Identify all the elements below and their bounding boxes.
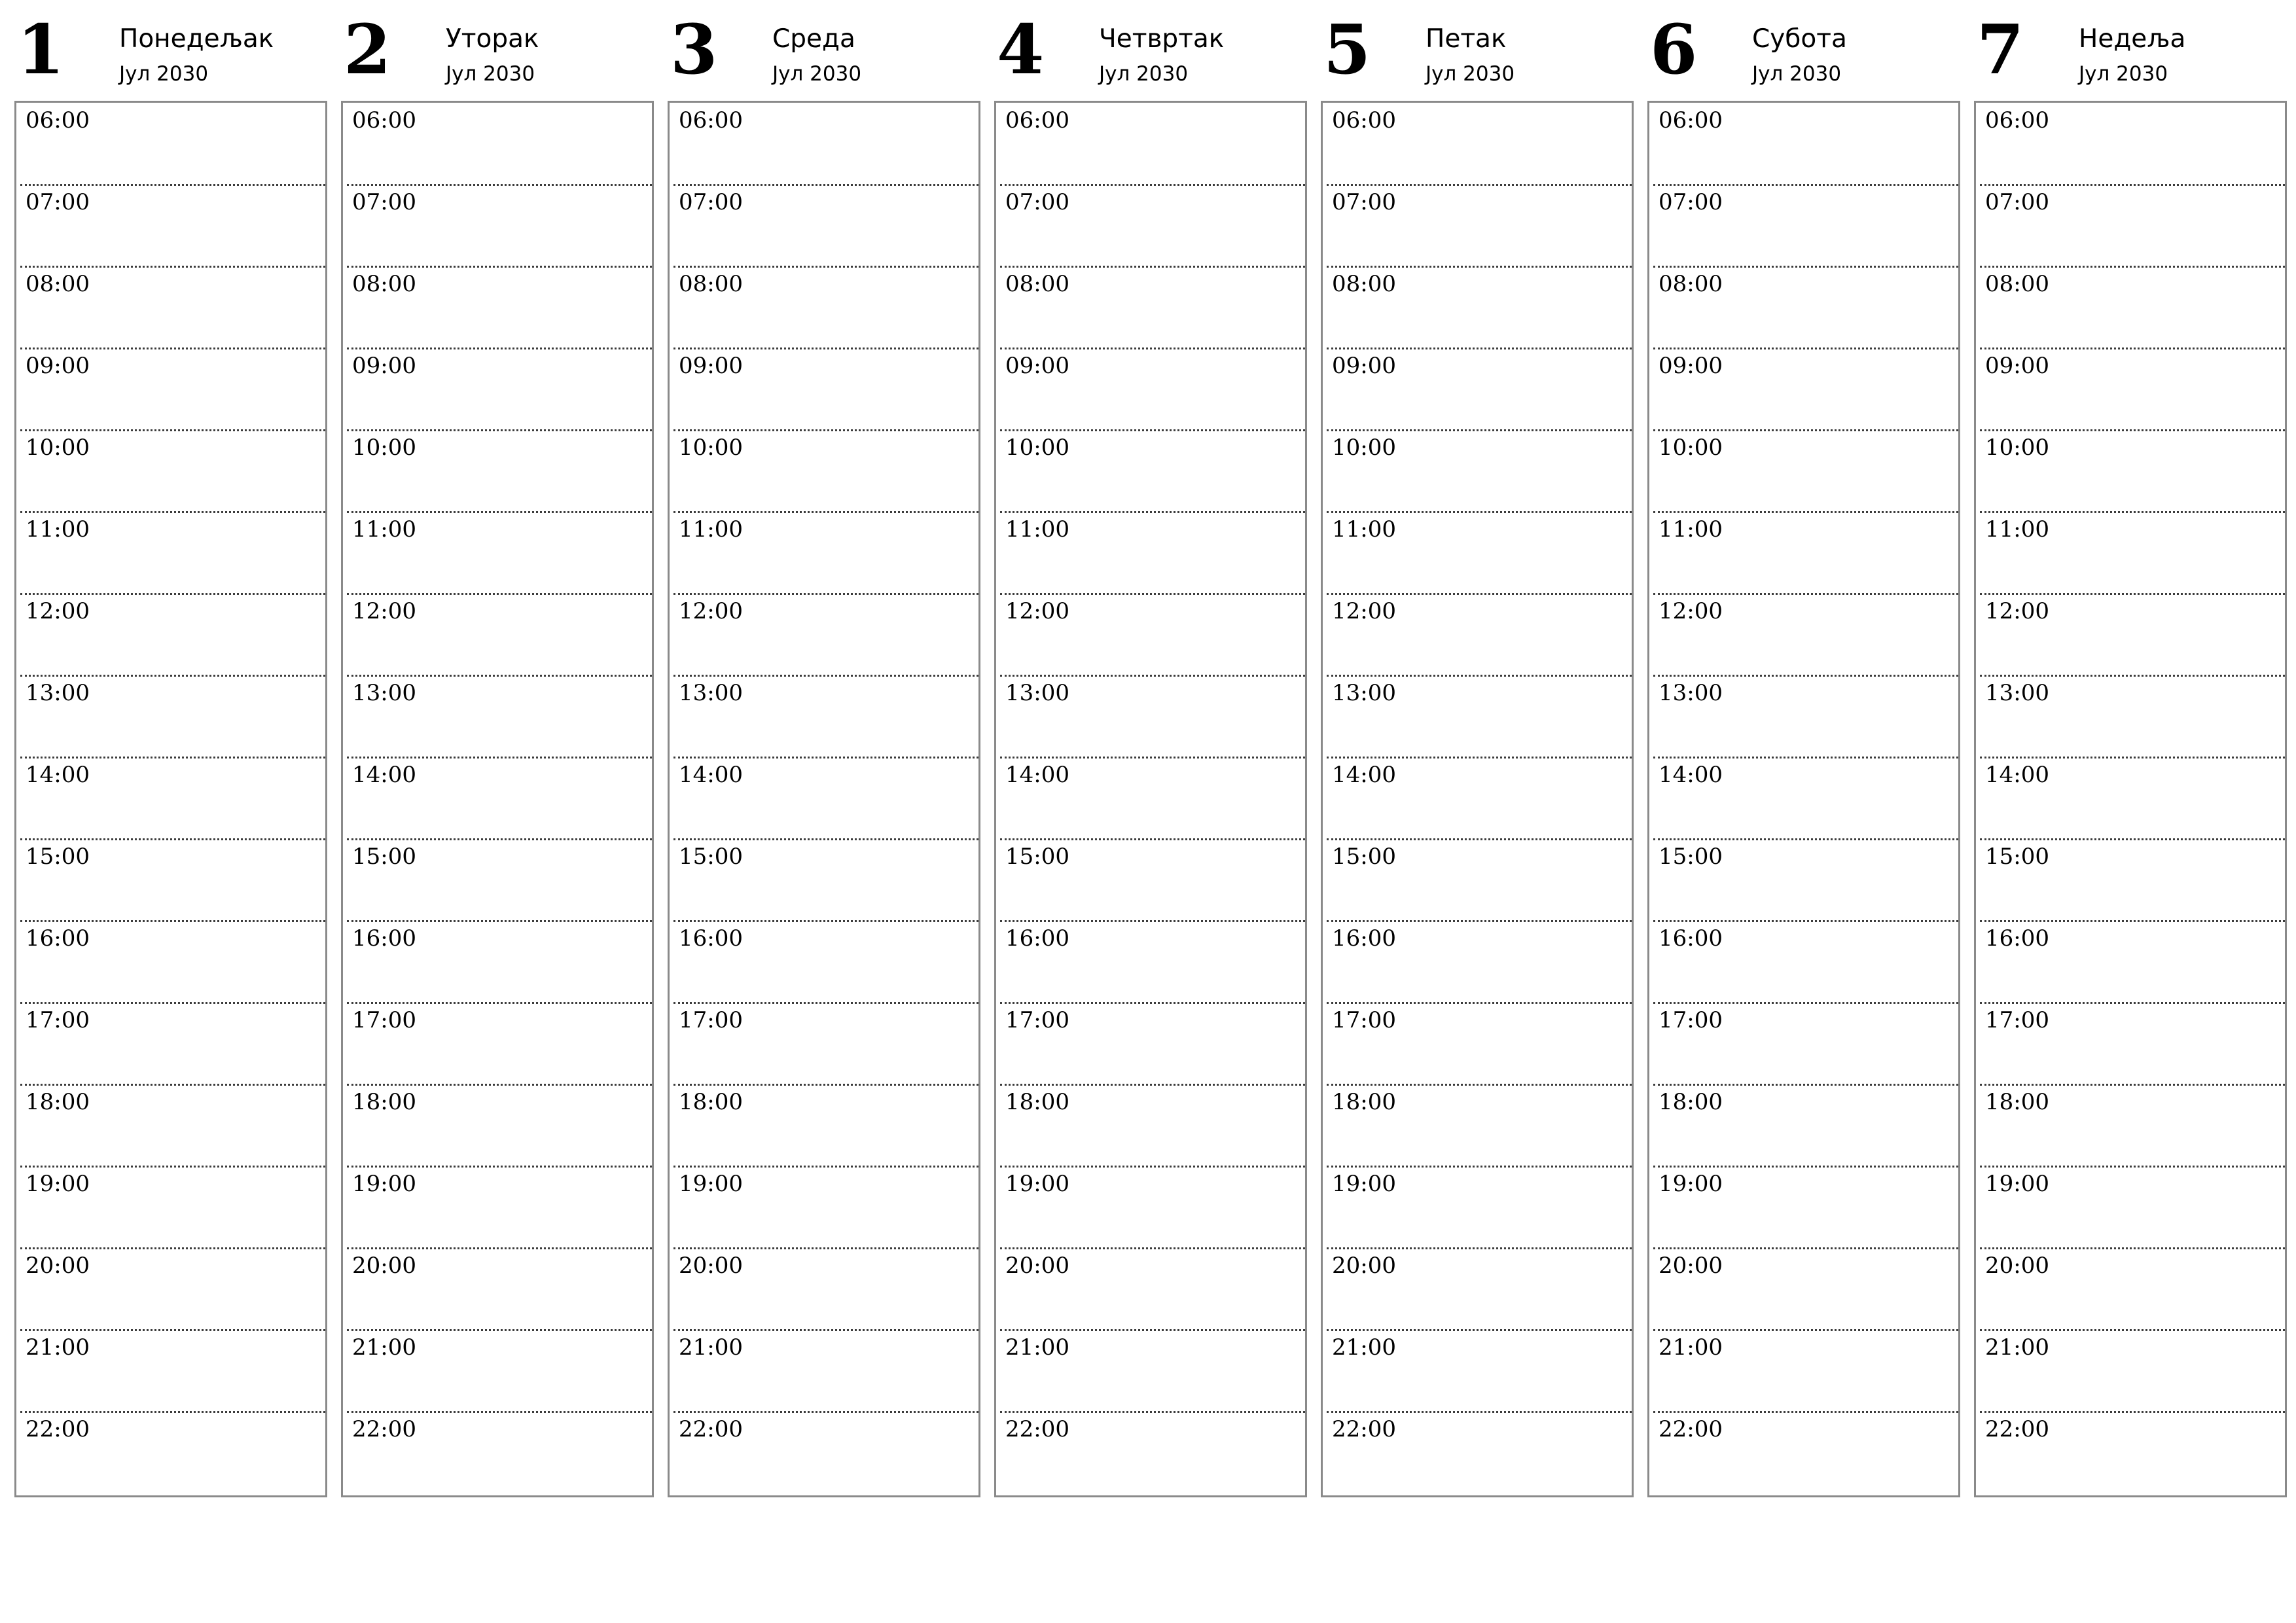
hour-slot[interactable] (347, 513, 652, 595)
hour-slot[interactable] (1327, 513, 1632, 595)
hour-slot[interactable] (20, 840, 325, 922)
day-schedule-box (1974, 101, 2287, 1497)
hour-label: 19:00 (352, 1171, 416, 1197)
weekly-planner (14, 0, 2284, 1505)
hour-slot[interactable] (673, 1168, 978, 1249)
hour-slot[interactable] (1653, 1086, 1958, 1168)
day-column (1974, 0, 2287, 1497)
hour-slot[interactable] (347, 349, 652, 431)
hour-label: 09:00 (1659, 353, 1723, 379)
hour-slot[interactable] (1327, 1168, 1632, 1249)
hour-slot[interactable] (1980, 1331, 2285, 1413)
hour-slot[interactable] (1653, 677, 1958, 758)
hour-slot[interactable] (673, 1413, 978, 1495)
day-schedule-box (14, 101, 327, 1497)
hour-slot[interactable] (20, 922, 325, 1004)
hour-label: 20:00 (1005, 1253, 1069, 1279)
hour-slot[interactable] (1653, 1004, 1958, 1086)
hour-label: 08:00 (352, 271, 416, 297)
hour-slot[interactable] (1000, 104, 1305, 186)
hour-slot[interactable] (1980, 1249, 2285, 1331)
hour-slot[interactable] (1327, 349, 1632, 431)
hour-slot[interactable] (673, 349, 978, 431)
day-header (1974, 0, 2287, 101)
hour-slot[interactable] (1000, 349, 1305, 431)
hour-slot[interactable] (1000, 840, 1305, 922)
hour-label: 13:00 (352, 680, 416, 706)
hour-label: 17:00 (1332, 1007, 1396, 1033)
hour-slot[interactable] (1980, 1004, 2285, 1086)
hour-slot[interactable] (20, 349, 325, 431)
hour-slot[interactable] (1980, 1086, 2285, 1168)
hour-label: 18:00 (1005, 1089, 1069, 1115)
day-name: Субота (1752, 24, 1847, 54)
hour-slot[interactable] (1980, 431, 2285, 513)
hour-slot[interactable] (1653, 104, 1958, 186)
hour-slot[interactable] (673, 186, 978, 268)
hour-slot[interactable] (1980, 758, 2285, 840)
hour-slot[interactable] (1000, 1168, 1305, 1249)
hour-slot[interactable] (1327, 1249, 1632, 1331)
hour-label: 14:00 (1659, 762, 1723, 788)
hour-slot[interactable] (673, 922, 978, 1004)
hour-slot[interactable] (347, 186, 652, 268)
hour-label: 22:00 (1659, 1416, 1723, 1442)
hour-slot[interactable] (347, 1086, 652, 1168)
hour-label: 19:00 (679, 1171, 743, 1197)
hour-slot[interactable] (1653, 349, 1958, 431)
hour-label: 11:00 (1005, 516, 1069, 543)
hour-slot[interactable] (20, 104, 325, 186)
hour-label: 06:00 (1659, 107, 1723, 134)
hour-label: 21:00 (1005, 1334, 1069, 1361)
hour-label: 22:00 (352, 1416, 416, 1442)
day-month-label: Јул 2030 (2079, 62, 2168, 86)
hour-label: 22:00 (26, 1416, 90, 1442)
hour-label: 11:00 (1985, 516, 2049, 543)
day-month-label: Јул 2030 (1099, 62, 1189, 86)
day-header (14, 0, 327, 101)
hour-label: 19:00 (1985, 1171, 2049, 1197)
hour-slot[interactable] (1000, 922, 1305, 1004)
hour-slot[interactable] (20, 758, 325, 840)
hour-slot[interactable] (347, 1168, 652, 1249)
hour-label: 13:00 (1332, 680, 1396, 706)
hour-slot[interactable] (1000, 186, 1305, 268)
hour-slot[interactable] (1653, 595, 1958, 677)
hour-slot[interactable] (1980, 677, 2285, 758)
hour-slot[interactable] (673, 268, 978, 349)
day-column (668, 0, 980, 1497)
hour-slot[interactable] (1653, 922, 1958, 1004)
hour-label: 07:00 (1659, 189, 1723, 215)
day-number: 4 (997, 9, 1045, 90)
day-header (994, 0, 1307, 101)
day-header (668, 0, 980, 101)
hour-slot[interactable] (20, 677, 325, 758)
hour-slot[interactable] (1327, 104, 1632, 186)
hour-label: 12:00 (1332, 598, 1396, 624)
hour-label: 12:00 (679, 598, 743, 624)
hour-label: 14:00 (1332, 762, 1396, 788)
hour-slot[interactable] (1000, 268, 1305, 349)
hour-label: 16:00 (352, 925, 416, 952)
hour-slot[interactable] (20, 1086, 325, 1168)
hour-slot[interactable] (347, 104, 652, 186)
hour-label: 20:00 (679, 1253, 743, 1279)
hour-slot[interactable] (1000, 1249, 1305, 1331)
hour-slot[interactable] (1653, 840, 1958, 922)
hour-slot[interactable] (1327, 677, 1632, 758)
hour-slot[interactable] (347, 758, 652, 840)
hour-label: 14:00 (352, 762, 416, 788)
hour-label: 09:00 (679, 353, 743, 379)
hour-label: 21:00 (1332, 1334, 1396, 1361)
hour-slot[interactable] (1980, 104, 2285, 186)
hour-slot[interactable] (1980, 513, 2285, 595)
hour-slot[interactable] (1000, 677, 1305, 758)
day-schedule-box (668, 101, 980, 1497)
hour-slot[interactable] (1000, 758, 1305, 840)
day-number: 5 (1323, 9, 1371, 90)
hour-slot[interactable] (1653, 268, 1958, 349)
hour-label: 18:00 (1332, 1089, 1396, 1115)
hour-label: 17:00 (1985, 1007, 2049, 1033)
hour-label: 08:00 (1005, 271, 1069, 297)
hour-label: 11:00 (1659, 516, 1723, 543)
hour-label: 19:00 (1005, 1171, 1069, 1197)
hour-slot[interactable] (347, 677, 652, 758)
hour-label: 08:00 (1985, 271, 2049, 297)
hour-label: 15:00 (1332, 844, 1396, 870)
hour-slot[interactable] (1980, 1413, 2285, 1495)
hour-label: 21:00 (1985, 1334, 2049, 1361)
hour-label: 07:00 (679, 189, 743, 215)
hour-label: 19:00 (1332, 1171, 1396, 1197)
hour-label: 13:00 (1659, 680, 1723, 706)
hour-label: 12:00 (1985, 598, 2049, 624)
hour-slot[interactable] (347, 1331, 652, 1413)
hour-label: 09:00 (1005, 353, 1069, 379)
hour-label: 18:00 (26, 1089, 90, 1115)
hour-label: 07:00 (1005, 189, 1069, 215)
day-number: 6 (1650, 9, 1698, 90)
hour-label: 07:00 (1985, 189, 2049, 215)
hour-label: 14:00 (1985, 762, 2049, 788)
hour-label: 20:00 (26, 1253, 90, 1279)
hour-label: 06:00 (352, 107, 416, 134)
day-header (1647, 0, 1960, 101)
hour-slot[interactable] (1653, 513, 1958, 595)
hour-slot[interactable] (347, 1004, 652, 1086)
hour-slot[interactable] (673, 840, 978, 922)
hour-label: 10:00 (1005, 435, 1069, 461)
hour-label: 16:00 (1005, 925, 1069, 952)
hour-label: 22:00 (679, 1416, 743, 1442)
hour-label: 11:00 (26, 516, 90, 543)
hour-label: 17:00 (1005, 1007, 1069, 1033)
hour-label: 18:00 (679, 1089, 743, 1115)
hour-slot[interactable] (347, 1249, 652, 1331)
hour-label: 15:00 (1005, 844, 1069, 870)
hour-slot[interactable] (673, 1004, 978, 1086)
hour-slot[interactable] (1327, 595, 1632, 677)
hour-slot[interactable] (673, 1086, 978, 1168)
hour-label: 20:00 (1332, 1253, 1396, 1279)
hour-slot[interactable] (347, 595, 652, 677)
hour-slot[interactable] (1327, 758, 1632, 840)
day-name: Среда (772, 24, 855, 54)
hour-label: 11:00 (679, 516, 743, 543)
hour-label: 14:00 (26, 762, 90, 788)
hour-label: 22:00 (1985, 1416, 2049, 1442)
hour-slot[interactable] (1980, 1168, 2285, 1249)
hour-label: 07:00 (1332, 189, 1396, 215)
hour-slot[interactable] (1653, 758, 1958, 840)
hour-label: 07:00 (352, 189, 416, 215)
hour-slot[interactable] (1000, 1004, 1305, 1086)
hour-label: 21:00 (1659, 1334, 1723, 1361)
hour-label: 12:00 (1659, 598, 1723, 624)
hour-slot[interactable] (673, 1331, 978, 1413)
hour-label: 09:00 (26, 353, 90, 379)
day-month-label: Јул 2030 (1752, 62, 1842, 86)
day-name: Уторак (446, 24, 539, 54)
hour-label: 08:00 (679, 271, 743, 297)
hour-label: 17:00 (679, 1007, 743, 1033)
hour-slot[interactable] (347, 1413, 652, 1495)
hour-label: 15:00 (1659, 844, 1723, 870)
hour-slot[interactable] (20, 431, 325, 513)
hour-label: 14:00 (679, 762, 743, 788)
hour-slot[interactable] (1327, 1004, 1632, 1086)
day-month-label: Јул 2030 (772, 62, 862, 86)
hour-label: 06:00 (1985, 107, 2049, 134)
hour-slot[interactable] (1653, 1413, 1958, 1495)
hour-slot[interactable] (347, 840, 652, 922)
hour-label: 10:00 (1332, 435, 1396, 461)
hour-label: 06:00 (1005, 107, 1069, 134)
hour-label: 11:00 (352, 516, 416, 543)
hour-label: 20:00 (1659, 1253, 1723, 1279)
hour-slot[interactable] (1327, 840, 1632, 922)
hour-slot[interactable] (673, 431, 978, 513)
hour-slot[interactable] (673, 595, 978, 677)
hour-slot[interactable] (1653, 186, 1958, 268)
hour-slot[interactable] (1000, 595, 1305, 677)
hour-slot[interactable] (1327, 922, 1632, 1004)
hour-slot[interactable] (1327, 186, 1632, 268)
day-number: 3 (670, 9, 718, 90)
hour-label: 17:00 (352, 1007, 416, 1033)
hour-label: 21:00 (352, 1334, 416, 1361)
hour-slot[interactable] (1000, 1331, 1305, 1413)
hour-slot[interactable] (1653, 431, 1958, 513)
hour-slot[interactable] (20, 268, 325, 349)
hour-slot[interactable] (1980, 840, 2285, 922)
hour-label: 09:00 (1985, 353, 2049, 379)
day-month-label: Јул 2030 (1426, 62, 1515, 86)
hour-label: 16:00 (679, 925, 743, 952)
hour-slot[interactable] (1980, 268, 2285, 349)
hour-slot[interactable] (20, 1413, 325, 1495)
hour-slot[interactable] (20, 513, 325, 595)
hour-label: 10:00 (26, 435, 90, 461)
hour-slot[interactable] (1000, 1086, 1305, 1168)
hour-slot[interactable] (347, 922, 652, 1004)
day-number: 1 (17, 9, 65, 90)
day-schedule-box (1647, 101, 1960, 1497)
hour-slot[interactable] (20, 186, 325, 268)
hour-label: 20:00 (1985, 1253, 2049, 1279)
hour-slot[interactable] (673, 758, 978, 840)
hour-label: 16:00 (26, 925, 90, 952)
hour-label: 06:00 (26, 107, 90, 134)
hour-label: 16:00 (1332, 925, 1396, 952)
hour-label: 15:00 (352, 844, 416, 870)
hour-label: 15:00 (679, 844, 743, 870)
hour-label: 15:00 (1985, 844, 2049, 870)
day-name: Четвртак (1099, 24, 1225, 54)
hour-label: 08:00 (1332, 271, 1396, 297)
hour-slot[interactable] (673, 513, 978, 595)
hour-slot[interactable] (347, 268, 652, 349)
hour-slot[interactable] (1980, 349, 2285, 431)
hour-slot[interactable] (673, 677, 978, 758)
hour-label: 13:00 (26, 680, 90, 706)
hour-label: 18:00 (352, 1089, 416, 1115)
hour-slot[interactable] (1980, 922, 2285, 1004)
day-header (1321, 0, 1634, 101)
hour-slot[interactable] (1000, 431, 1305, 513)
hour-slot[interactable] (1653, 1331, 1958, 1413)
hour-label: 13:00 (679, 680, 743, 706)
hour-slot[interactable] (20, 1249, 325, 1331)
hour-label: 12:00 (26, 598, 90, 624)
hour-slot[interactable] (1980, 186, 2285, 268)
hour-slot[interactable] (1653, 1168, 1958, 1249)
hour-slot[interactable] (1653, 1249, 1958, 1331)
hour-label: 22:00 (1332, 1416, 1396, 1442)
hour-label: 16:00 (1659, 925, 1723, 952)
hour-label: 22:00 (1005, 1416, 1069, 1442)
hour-slot[interactable] (1327, 1413, 1632, 1495)
day-name: Понедељак (119, 24, 274, 54)
hour-slot[interactable] (20, 1168, 325, 1249)
day-schedule-box (994, 101, 1307, 1497)
day-schedule-box (1321, 101, 1634, 1497)
hour-label: 20:00 (352, 1253, 416, 1279)
hour-slot[interactable] (1980, 595, 2285, 677)
hour-label: 18:00 (1659, 1089, 1723, 1115)
day-column (994, 0, 1307, 1497)
hour-label: 12:00 (352, 598, 416, 624)
hour-slot[interactable] (20, 595, 325, 677)
hour-label: 09:00 (1332, 353, 1396, 379)
day-column (1647, 0, 1960, 1497)
day-name: Недеља (2079, 24, 2186, 54)
day-schedule-box (341, 101, 654, 1497)
hour-label: 17:00 (1659, 1007, 1723, 1033)
hour-label: 15:00 (26, 844, 90, 870)
hour-label: 13:00 (1985, 680, 2049, 706)
day-header (341, 0, 654, 101)
day-number: 2 (344, 9, 391, 90)
hour-label: 09:00 (352, 353, 416, 379)
hour-slot[interactable] (1327, 1086, 1632, 1168)
hour-label: 06:00 (679, 107, 743, 134)
hour-label: 16:00 (1985, 925, 2049, 952)
hour-slot[interactable] (1327, 268, 1632, 349)
hour-label: 11:00 (1332, 516, 1396, 543)
hour-label: 12:00 (1005, 598, 1069, 624)
hour-label: 18:00 (1985, 1089, 2049, 1115)
day-column (341, 0, 654, 1497)
day-month-label: Јул 2030 (119, 62, 209, 86)
day-number: 7 (1977, 9, 2024, 90)
day-month-label: Јул 2030 (446, 62, 535, 86)
hour-label: 06:00 (1332, 107, 1396, 134)
hour-label: 08:00 (1659, 271, 1723, 297)
hour-slot[interactable] (1000, 513, 1305, 595)
hour-label: 10:00 (1985, 435, 2049, 461)
hour-label: 10:00 (1659, 435, 1723, 461)
hour-label: 19:00 (26, 1171, 90, 1197)
day-column (1321, 0, 1634, 1497)
hour-label: 17:00 (26, 1007, 90, 1033)
hour-label: 21:00 (679, 1334, 743, 1361)
hour-label: 07:00 (26, 189, 90, 215)
hour-slot[interactable] (673, 1249, 978, 1331)
hour-label: 14:00 (1005, 762, 1069, 788)
hour-label: 13:00 (1005, 680, 1069, 706)
hour-slot[interactable] (1327, 431, 1632, 513)
day-name: Петак (1426, 24, 1507, 54)
hour-slot[interactable] (673, 104, 978, 186)
hour-slot[interactable] (20, 1331, 325, 1413)
hour-label: 10:00 (679, 435, 743, 461)
hour-label: 21:00 (26, 1334, 90, 1361)
day-column (14, 0, 327, 1497)
hour-label: 19:00 (1659, 1171, 1723, 1197)
hour-slot[interactable] (1327, 1331, 1632, 1413)
hour-label: 08:00 (26, 271, 90, 297)
hour-slot[interactable] (1000, 1413, 1305, 1495)
hour-label: 10:00 (352, 435, 416, 461)
hour-slot[interactable] (347, 431, 652, 513)
hour-slot[interactable] (20, 1004, 325, 1086)
